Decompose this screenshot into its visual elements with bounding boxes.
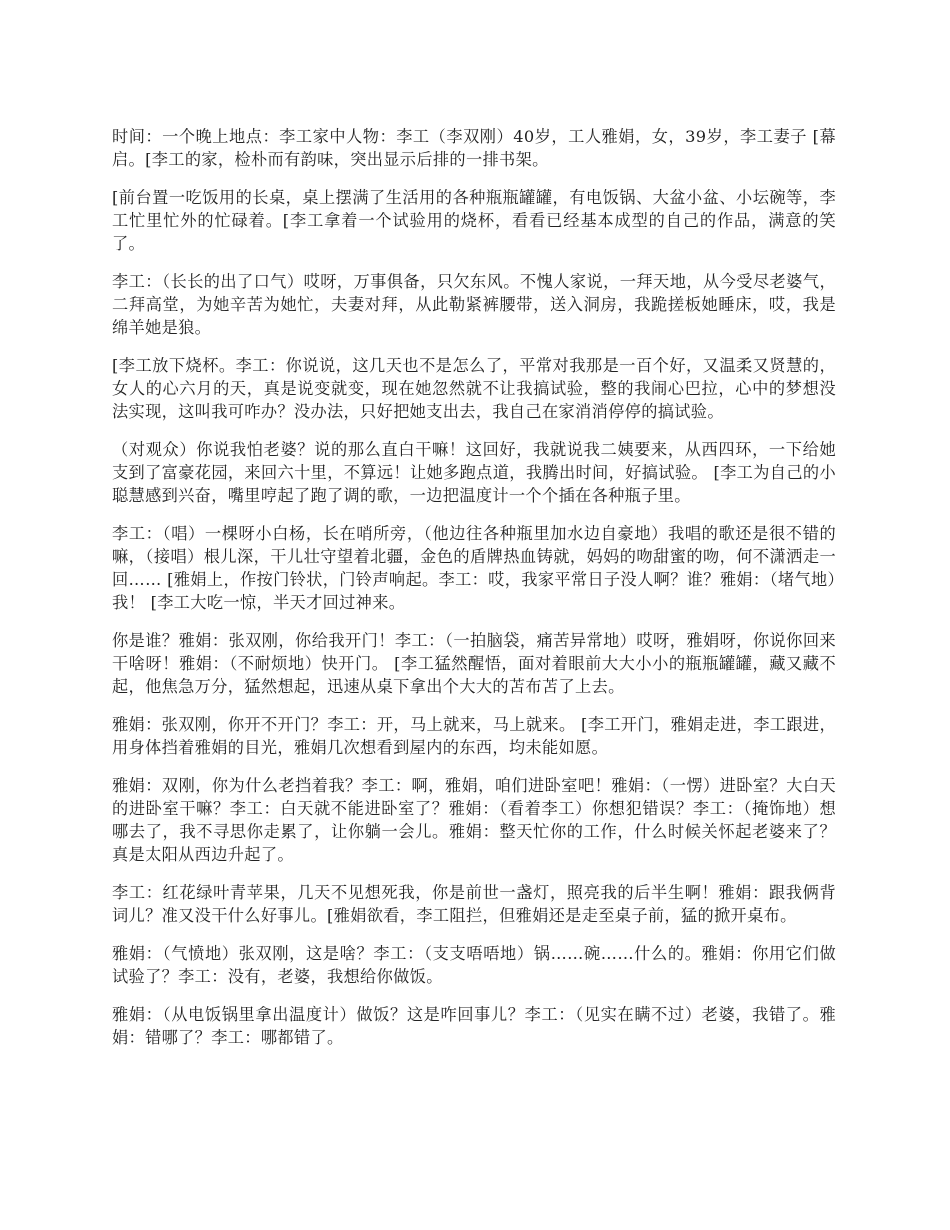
paragraph-7: 你是谁？雅娟：张双刚，你给我开门！李工：（一拍脑袋，痛苦异常地）哎呀，雅娟呀，你说你回来干啥呀！雅娟：（不耐烦地）快开门。 [李工猛然醒悟，面对着眼前大大小小的瓶瓶罐罐，藏又藏不起，他焦急万分，猛然想起，迅速从桌下拿出个大大的苫布苫了上去。 bbox=[112, 631, 836, 696]
paragraph-10: 李工：红花绿叶青苹果，几天不见想死我，你是前世一盏灯，照亮我的后半生啊！雅娟：跟我俩背词儿？准又没干什么好事儿。[雅娟欲看，李工阻拦，但雅娟还是走至桌子前，猛的掀开桌布。 bbox=[112, 883, 836, 925]
paragraph-11: 雅娟：（气愤地）张双刚，这是啥？李工：（支支唔唔地）锅……碗……什么的。雅娟：你用它们做试验了？李工：没有，老婆，我想给你做饭。 bbox=[112, 944, 836, 986]
paragraph-12: 雅娟：（从电饭锅里拿出温度计）做饭？这是咋回事儿？李工：（见实在瞒不过）老婆，我错了。雅娟：错哪了？李工：哪都错了。 bbox=[112, 1005, 836, 1047]
paragraph-2: [前台置一吃饭用的长桌，桌上摆满了生活用的各种瓶瓶罐罐，有电饭锅、大盆小盆、小坛碗等，李工忙里忙外的忙碌着。[李工拿着一个试验用的烧杯，看看已经基本成型的自己的作品，满意的笑了。 bbox=[112, 188, 836, 253]
paragraph-3: 李工：（长长的出了口气）哎呀，万事俱备，只欠东风。不愧人家说，一拜天地，从今受尽老婆气，二拜高堂，为她辛苦为她忙，夫妻对拜，从此勒紧裤腰带，送入洞房，我跪搓板她睡床，哎，我是绵羊她是狼。 bbox=[112, 272, 836, 337]
paragraph-1: 时间：一个晚上地点：李工家中人物：李工（李双刚）40岁，工人雅娟，女，39岁，李工妻子 [幕启。[李工的家，检朴而有韵味，突出显示后排的一排书架。 bbox=[112, 127, 836, 169]
document-body bbox=[112, 125, 836, 1064]
paragraph-8: 雅娟：张双刚，你开不开门？李工：开，马上就来，马上就来。 [李工开门，雅娟走进，李工跟进，用身体挡着雅娟的目光，雅娟几次想看到屋内的东西，均未能如愿。 bbox=[112, 715, 836, 757]
paragraph-6: 李工：（唱）一棵呀小白杨，长在哨所旁，（他边往各种瓶里加水边自豪地）我唱的歌还是很不错的嘛，（接唱）根儿深，干儿壮守望着北疆，金色的盾牌热血铸就，妈妈的吻甜蜜的吻，何不潇洒走一回…… [雅娟上，作按门铃状，门铃声响起。李工：哎，我家平常日子没人啊？谁？雅娟：（堵气地）我！ [李工大吃一惊，半天才回过神来。 bbox=[112, 524, 836, 612]
paragraph-9: 雅娟：双刚，你为什么老挡着我？李工：啊，雅娟，咱们进卧室吧！雅娟：（一愣）进卧室？大白天的进卧室干嘛？李工：白天就不能进卧室了？雅娟：（看着李工）你想犯错误？李工：（掩饰地）想哪去了，我不寻思你走累了，让你躺一会儿。雅娟：整天忙你的工作，什么时候关怀起老婆来了？真是太阳从西边升起了。 bbox=[112, 776, 836, 864]
paragraph-5: （对观众）你说我怕老婆？说的那么直白干嘛！这回好，我就说我二姨要来，从西四环，一下给她支到了富豪花园，来回六十里，不算远！让她多跑点道，我腾出时间，好搞试验。 [李工为自己的小聪慧感到兴奋，嘴里哼起了跑了调的歌，一边把温度计一个个插在各种瓶子里。 bbox=[112, 440, 836, 505]
paragraph-4: [李工放下烧杯。李工：你说说，这几天也不是怎么了，平常对我那是一百个好，又温柔又贤慧的，女人的心六月的天，真是说变就变，现在她忽然就不让我搞试验，整的我闹心巴拉，心中的梦想没法实现，这叫我可咋办？没办法，只好把她支出去，我自己在家消消停停的搞试验。 bbox=[112, 356, 836, 421]
